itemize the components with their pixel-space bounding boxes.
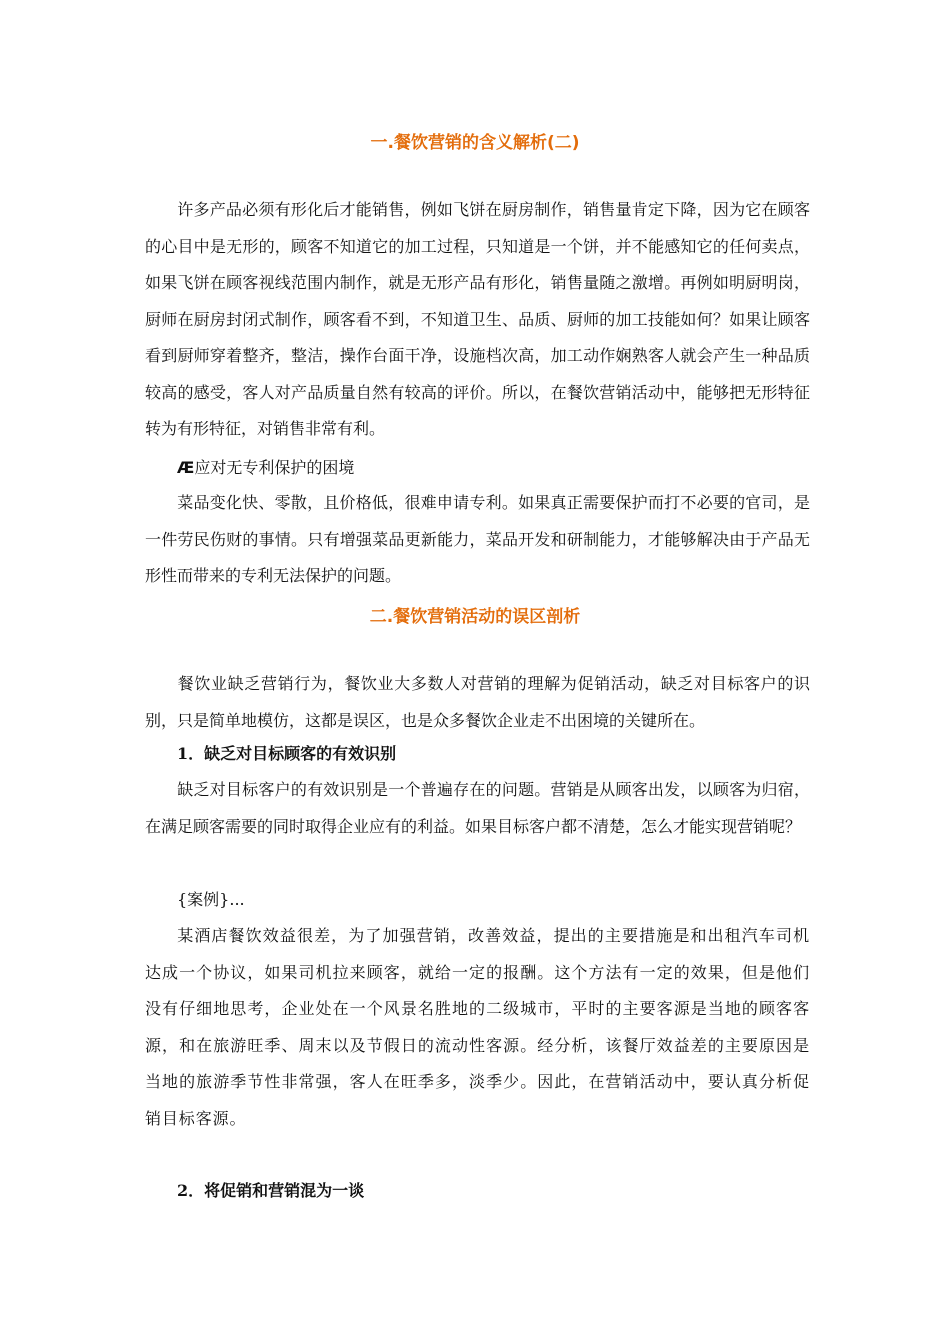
- case-paragraph-text: 某酒店餐饮效益很差，为了加强营销，改善效益，提出的主要措施是和出租汽车司机达成一个协议，如果司机拉来顾客，就给一定的报酬。这个方法有一定的效果，但是他们没有仔细地思考，企业处在一个风景名胜地的二级城市，平时的主要客源是当地的顾客客源，和在旅游旺季、周末以及节假日的流动性客源。经分析，该餐厅效益差的主要原因是当地的旅游季节性非常强，客人在旺季多，淡季少。因此，在营销活动中，要认真分析促销目标客源。: [145, 926, 810, 1128]
- bullet-item: [177, 458, 354, 478]
- section-1-title: 一.餐饮营销的含义解析(二): [370, 133, 580, 153]
- section-1-paragraph-2-text: 菜品变化快、零散，且价格低，很难申请专利。如果真正需要保护而打不必要的官司，是一件劳民伤财的事情。只有增强菜品更新能力，菜品开发和研制能力，才能够解决由于产品无形性而带来的专利无法保护的问题。: [145, 493, 810, 585]
- section-2-intro: [145, 666, 810, 739]
- section-2-title: 二.餐饮营销活动的误区剖析: [369, 607, 581, 627]
- section-2-intro-text: 餐饮业缺乏营销行为，餐饮业大多数人对营销的理解为促销活动，缺乏对目标客户的识别，只是简单地模仿，这都是误区，也是众多餐饮企业走不出困境的关键所在。: [145, 674, 810, 730]
- subheading-1-paragraph-text: 缺乏对目标客户的有效识别是一个普遍存在的问题。营销是从顾客出发，以顾客为归宿，在满足顾客需要的同时取得企业应有的利益。如果目标客户都不清楚，怎么才能实现营销呢？: [145, 780, 810, 836]
- section-1-paragraph-2: [145, 485, 810, 595]
- section-1-paragraph-1-text: 许多产品必须有形化后才能销售，例如飞饼在厨房制作，销售量肯定下降，因为它在顾客的心目中是无形的，顾客不知道它的加工过程，只知道是一个饼，并不能感知它的任何卖点，如果飞饼在顾客视线范围内制作，就是无形产品有形化，销售量随之激增。再例如明厨明岗，厨师在厨房封闭式制作，顾客看不到，不知道卫生、品质、厨师的加工技能如何？如果让顾客看到厨师穿着整齐，整洁，操作台面干净，设施档次高，加工动作娴熟客人就会产生一种品质较高的感受，客人对产品质量自然有较高的评价。所以，在餐饮营销活动中，能够把无形特征转为有形特征，对销售非常有利。: [145, 200, 810, 438]
- case-label: {案例}...: [177, 890, 245, 909]
- subheading-1-paragraph: [145, 772, 810, 845]
- subheading-1: 1．缺乏对目标顾客的有效识别: [177, 744, 397, 763]
- section-1-paragraph-1: [145, 192, 810, 448]
- subheading-2: 2．将促销和营销混为一谈: [177, 1181, 365, 1200]
- bullet-item-text: 应对无专利保护的困境: [194, 458, 355, 477]
- bullet-glyph-icon: Æ: [177, 458, 195, 477]
- case-paragraph: [145, 918, 810, 1137]
